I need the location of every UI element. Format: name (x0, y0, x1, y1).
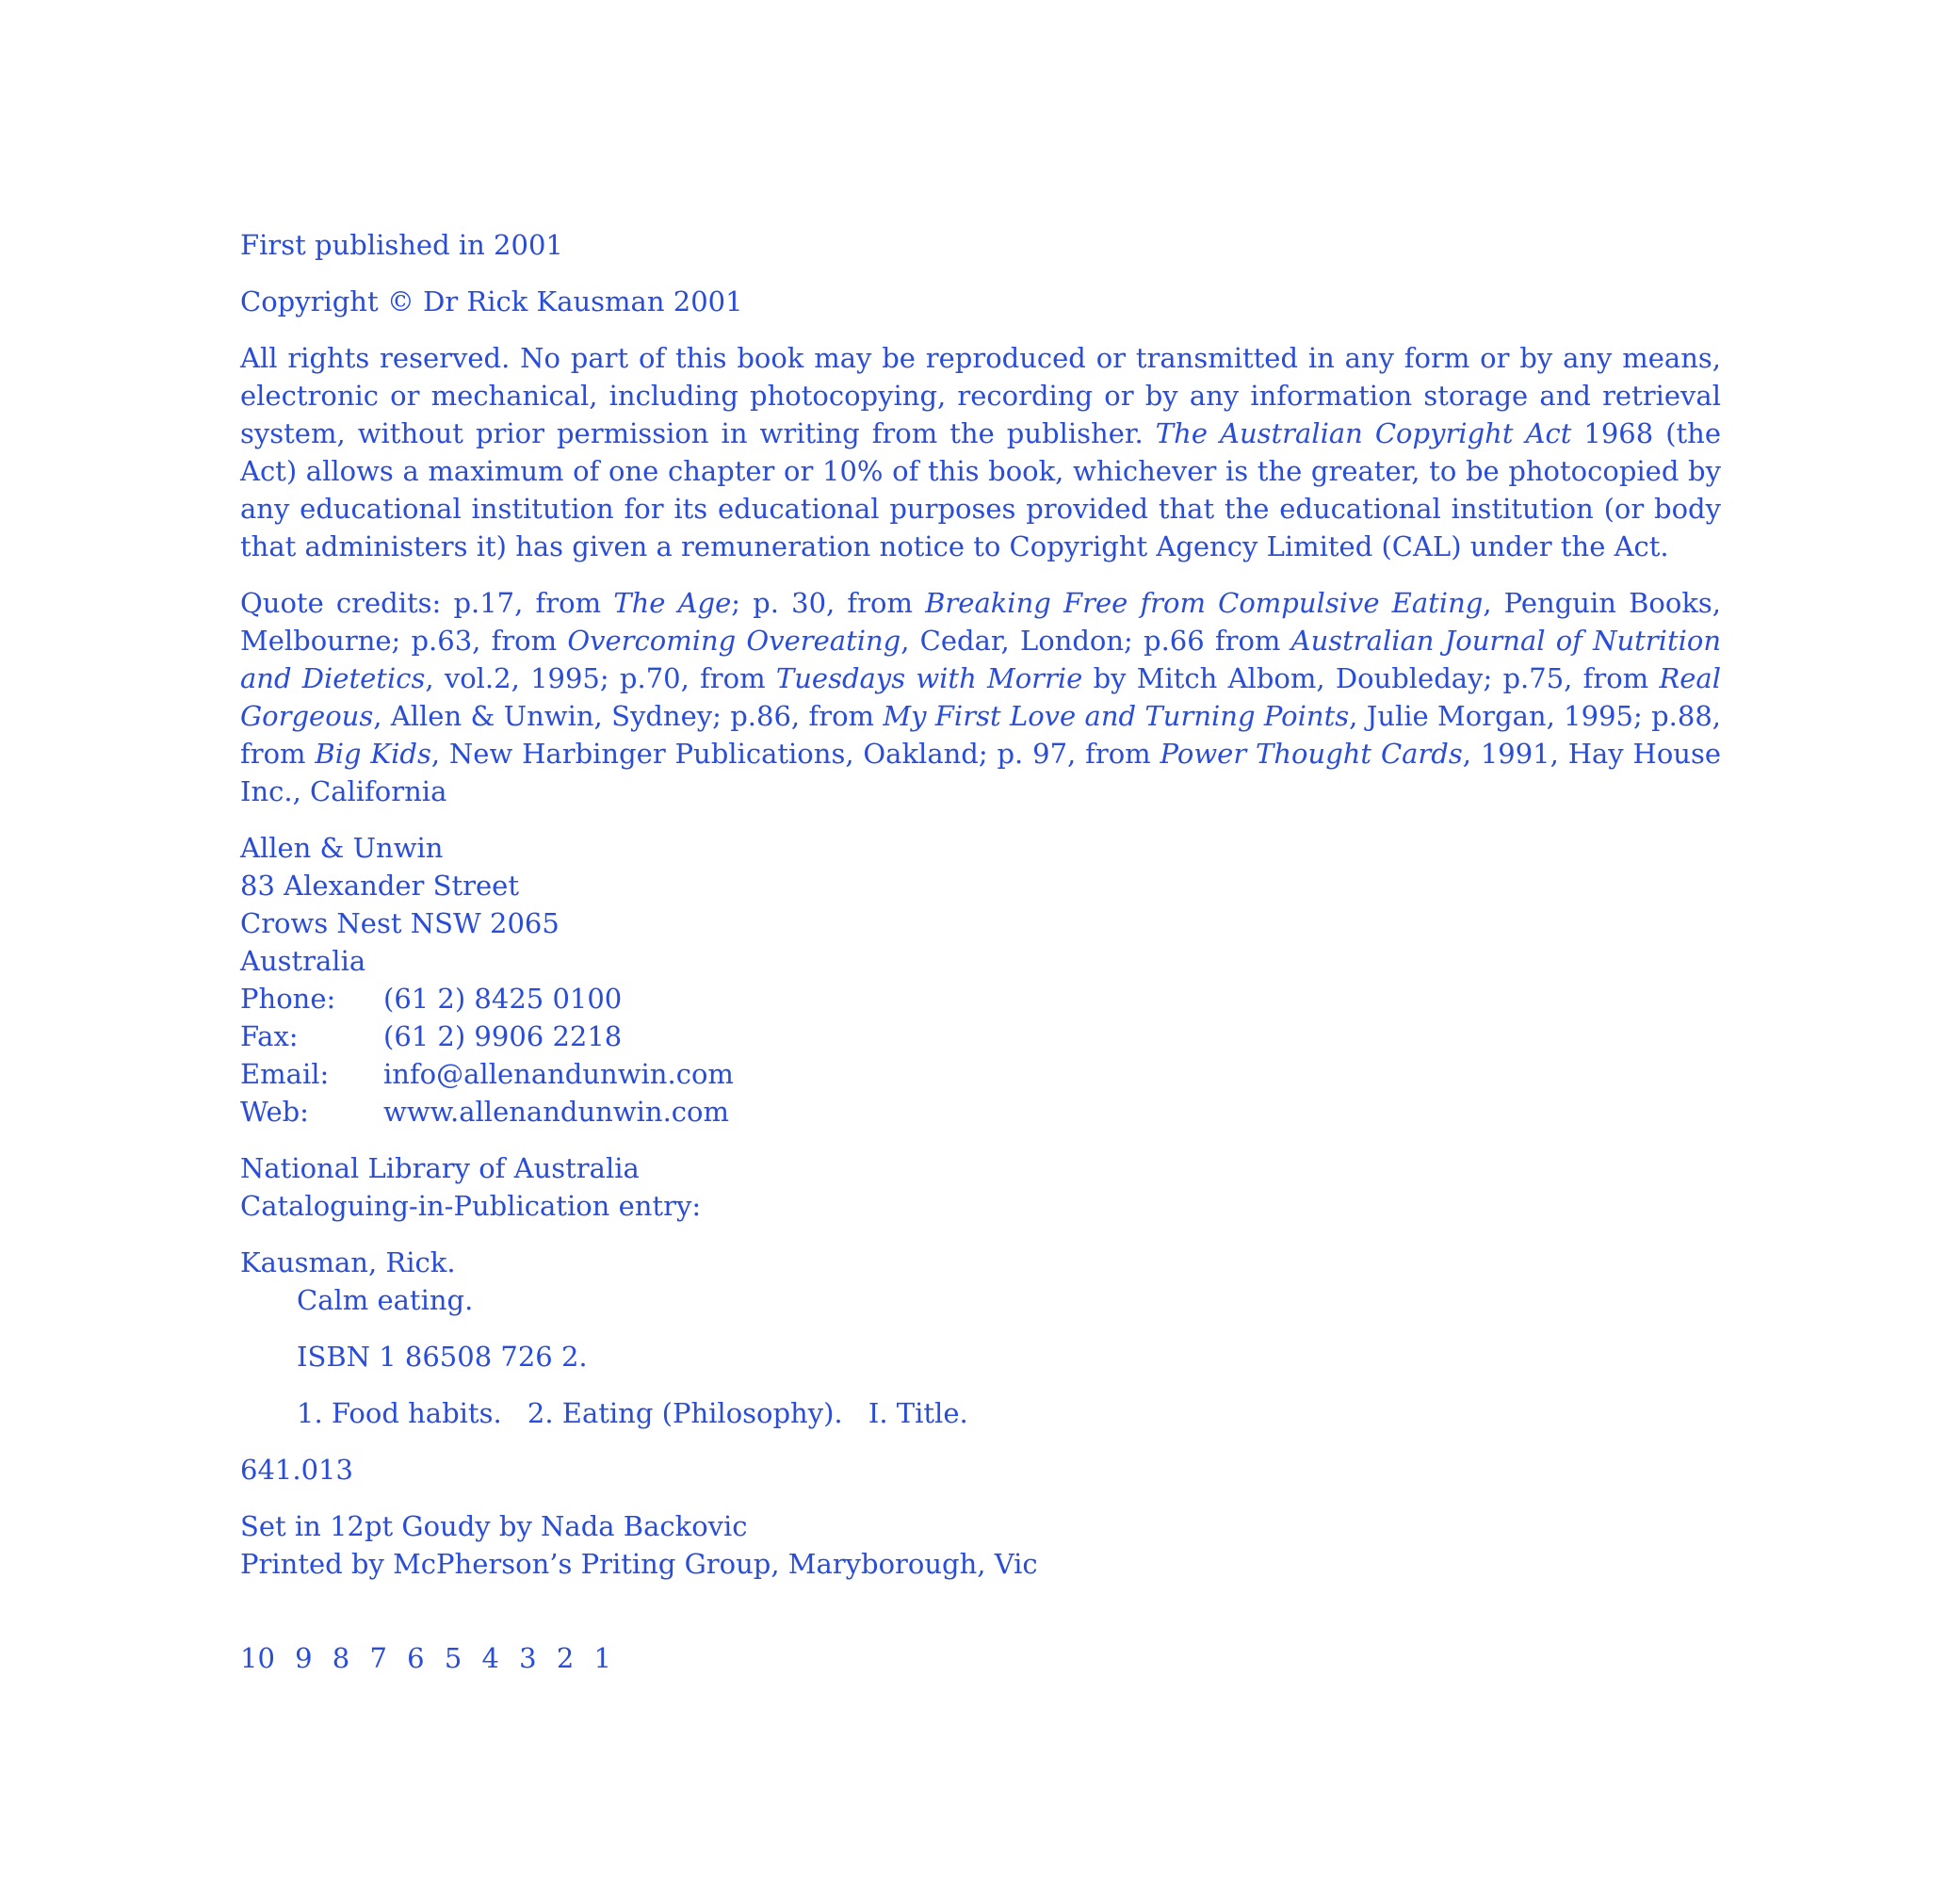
credit-text: , 1991, Hay House Inc., California (240, 738, 1722, 807)
cip-entry (240, 1244, 1721, 1489)
impression-number: 10 (240, 1642, 275, 1674)
contact-label: Web: (240, 1096, 309, 1128)
credit-text: , New Harbinger Publications, Oakland; p. 97, from (430, 738, 1160, 770)
impression-number: 3 (519, 1642, 537, 1674)
subject-entry: 1. Food habits. (297, 1397, 502, 1429)
impression-number: 1 (593, 1642, 611, 1674)
credit-title: The Age (613, 587, 732, 619)
credit-title: Australian Journal of Nutrition and Dietetics (240, 625, 1722, 694)
credit-text: , Julie Morgan, 1995; p.88, from (240, 700, 1721, 770)
credit-title: Real Gorgeous (240, 662, 1721, 732)
cip-classification: 641.013 (240, 1454, 353, 1486)
credit-text: Quote credits: p.17, from (240, 587, 614, 619)
credit-text: ; p. 30, from (731, 587, 926, 619)
first-published: First published in 2001 (240, 229, 563, 261)
cip-subjects (240, 1394, 1721, 1432)
cip-library: National Library of Australia (240, 1152, 640, 1184)
subject-entry: 2. Eating (Philosophy). (527, 1397, 843, 1429)
impression-number: 6 (407, 1642, 425, 1674)
web-address: www.allenandunwin.com (383, 1096, 730, 1128)
publisher-street: 83 Alexander Street (240, 870, 519, 902)
impression-number: 4 (481, 1642, 499, 1674)
credit-text: by Mitch Albom, Doubleday; p.75, from (1082, 662, 1660, 694)
imprint-page (240, 226, 1721, 1677)
printer-impression-line (240, 1639, 1721, 1677)
credit-title: Big Kids (315, 738, 431, 770)
impression-number: 8 (332, 1642, 350, 1674)
cip-heading (240, 1149, 1721, 1225)
credit-text: , Penguin Books, Melbourne; p.63, from (240, 587, 1721, 657)
subject-entry: I. Title. (868, 1397, 968, 1429)
contact-label: Fax: (240, 1020, 299, 1052)
credit-title: Overcoming Overeating (567, 625, 901, 657)
contact-email (240, 1055, 1721, 1093)
publisher-country: Australia (240, 945, 366, 977)
typesetting-credit: Set in 12pt Goudy by Nada Backovic (240, 1510, 748, 1542)
publisher-name: Allen & Unwin (240, 832, 444, 864)
impression-number: 9 (295, 1642, 313, 1674)
impression-number: 7 (369, 1642, 387, 1674)
credit-title: Breaking Free from Compulsive Eating (925, 587, 1484, 619)
credit-title: Tuesdays with Morrie (775, 662, 1083, 694)
publisher-suburb: Crows Nest NSW 2065 (240, 907, 560, 939)
copyright-notice: Copyright © Dr Rick Kausman 2001 (240, 285, 743, 317)
cip-isbn: ISBN 1 86508 726 2. (297, 1341, 588, 1373)
cip-title: Calm eating. (297, 1284, 474, 1316)
impression-number: 2 (556, 1642, 575, 1674)
credit-text: , vol.2, 1995; p.70, from (425, 662, 776, 694)
rights-statement (240, 339, 1721, 565)
phone-number: (61 2) 8425 0100 (383, 983, 623, 1015)
impression-number: 5 (444, 1642, 462, 1674)
rights-text-2: 1968 (the Act) allows a maximum of one chapter or 10% of this book, whichever is the greater, to be photocopied by any educational institution for its educational purposes provided that the educational institution (or body that administers it) has given a remuneration notice to Copyright Agency Limited (CAL) under the Act. (240, 417, 1722, 562)
contact-fax (240, 1017, 1721, 1055)
credit-text: , Allen & Unwin, Sydney; p.86, from (373, 700, 884, 732)
act-title: The Australian Copyright Act (1155, 417, 1572, 449)
fax-number: (61 2) 9906 2218 (383, 1020, 623, 1052)
contact-phone (240, 980, 1721, 1017)
contact-label: Phone: (240, 983, 336, 1015)
email-address: info@allenandunwin.com (383, 1058, 734, 1090)
production-credits (240, 1507, 1721, 1583)
credit-title: My First Love and Turning Points (883, 700, 1350, 732)
contact-label: Email: (240, 1058, 330, 1090)
publisher-address (240, 829, 1721, 1131)
credit-title: Power Thought Cards (1160, 738, 1463, 770)
quote-credits (240, 584, 1721, 810)
cip-author: Kausman, Rick. (240, 1246, 456, 1278)
cip-entry-label: Cataloguing-in-Publication entry: (240, 1190, 702, 1222)
credit-text: , Cedar, London; p.66 from (900, 625, 1291, 657)
printer-credit: Printed by McPherson’s Priting Group, Maryborough, Vic (240, 1548, 1038, 1580)
rights-text-1: All rights reserved. No part of this book may be reproduced or transmitted in any form or by any means, electronic or mechanical, including photocopying, recording or by any information storage and retrieval system, without prior permission in writing from the publisher. (240, 342, 1721, 449)
contact-web (240, 1093, 1721, 1131)
